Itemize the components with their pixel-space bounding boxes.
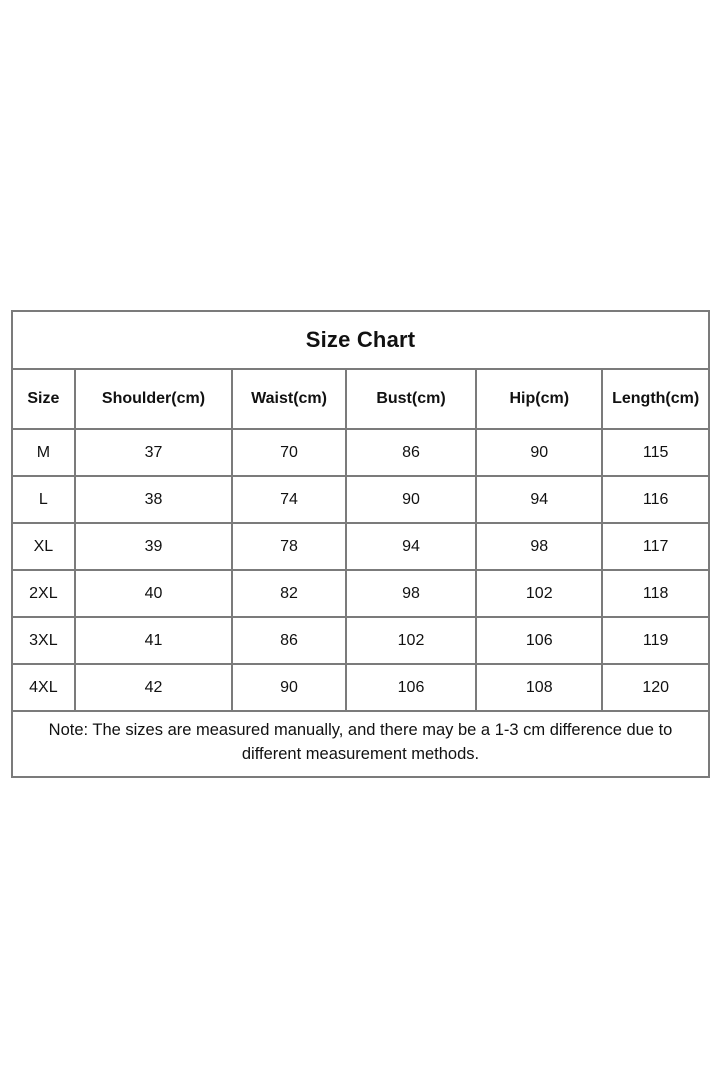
column-header-shoulder: Shoulder(cm)	[75, 369, 233, 429]
table-row-4xl	[12, 664, 709, 711]
size-cell: 2XL	[12, 570, 75, 617]
table-title-row	[12, 311, 709, 369]
table-cell: 78	[232, 523, 346, 570]
table-header-row	[12, 369, 709, 429]
table-cell: 117	[602, 523, 709, 570]
table-cell: 98	[346, 570, 476, 617]
table-cell: 70	[232, 429, 346, 476]
table-cell: 82	[232, 570, 346, 617]
table-cell: 118	[602, 570, 709, 617]
table-cell: 120	[602, 664, 709, 711]
table-cell: 40	[75, 570, 233, 617]
table-cell: 39	[75, 523, 233, 570]
table-cell: 102	[476, 570, 602, 617]
table-cell: 94	[476, 476, 602, 523]
table-cell: 116	[602, 476, 709, 523]
table-title: Size Chart	[12, 311, 709, 369]
size-cell: XL	[12, 523, 75, 570]
table-cell: 108	[476, 664, 602, 711]
measurement-note: Note: The sizes are measured manually, and there may be a 1-3 cm difference due to different measurement methods.	[12, 711, 709, 777]
size-cell: L	[12, 476, 75, 523]
table-cell: 115	[602, 429, 709, 476]
column-header-hip: Hip(cm)	[476, 369, 602, 429]
table-row-3xl	[12, 617, 709, 664]
column-header-size: Size	[12, 369, 75, 429]
table-row-l	[12, 476, 709, 523]
table-cell: 86	[346, 429, 476, 476]
table-cell: 86	[232, 617, 346, 664]
size-cell: 3XL	[12, 617, 75, 664]
table-cell: 106	[476, 617, 602, 664]
size-cell: M	[12, 429, 75, 476]
table-row-m	[12, 429, 709, 476]
column-header-length: Length(cm)	[602, 369, 709, 429]
table-cell: 90	[476, 429, 602, 476]
size-chart-container	[11, 310, 710, 778]
column-header-bust: Bust(cm)	[346, 369, 476, 429]
table-cell: 94	[346, 523, 476, 570]
table-cell: 90	[232, 664, 346, 711]
table-cell: 102	[346, 617, 476, 664]
table-cell: 90	[346, 476, 476, 523]
table-cell: 98	[476, 523, 602, 570]
table-cell: 41	[75, 617, 233, 664]
size-cell: 4XL	[12, 664, 75, 711]
table-cell: 42	[75, 664, 233, 711]
table-row-2xl	[12, 570, 709, 617]
table-cell: 106	[346, 664, 476, 711]
table-row-xl	[12, 523, 709, 570]
table-cell: 37	[75, 429, 233, 476]
table-cell: 38	[75, 476, 233, 523]
table-note-row	[12, 711, 709, 777]
table-cell: 74	[232, 476, 346, 523]
size-chart-table	[11, 310, 710, 778]
column-header-waist: Waist(cm)	[232, 369, 346, 429]
table-cell: 119	[602, 617, 709, 664]
